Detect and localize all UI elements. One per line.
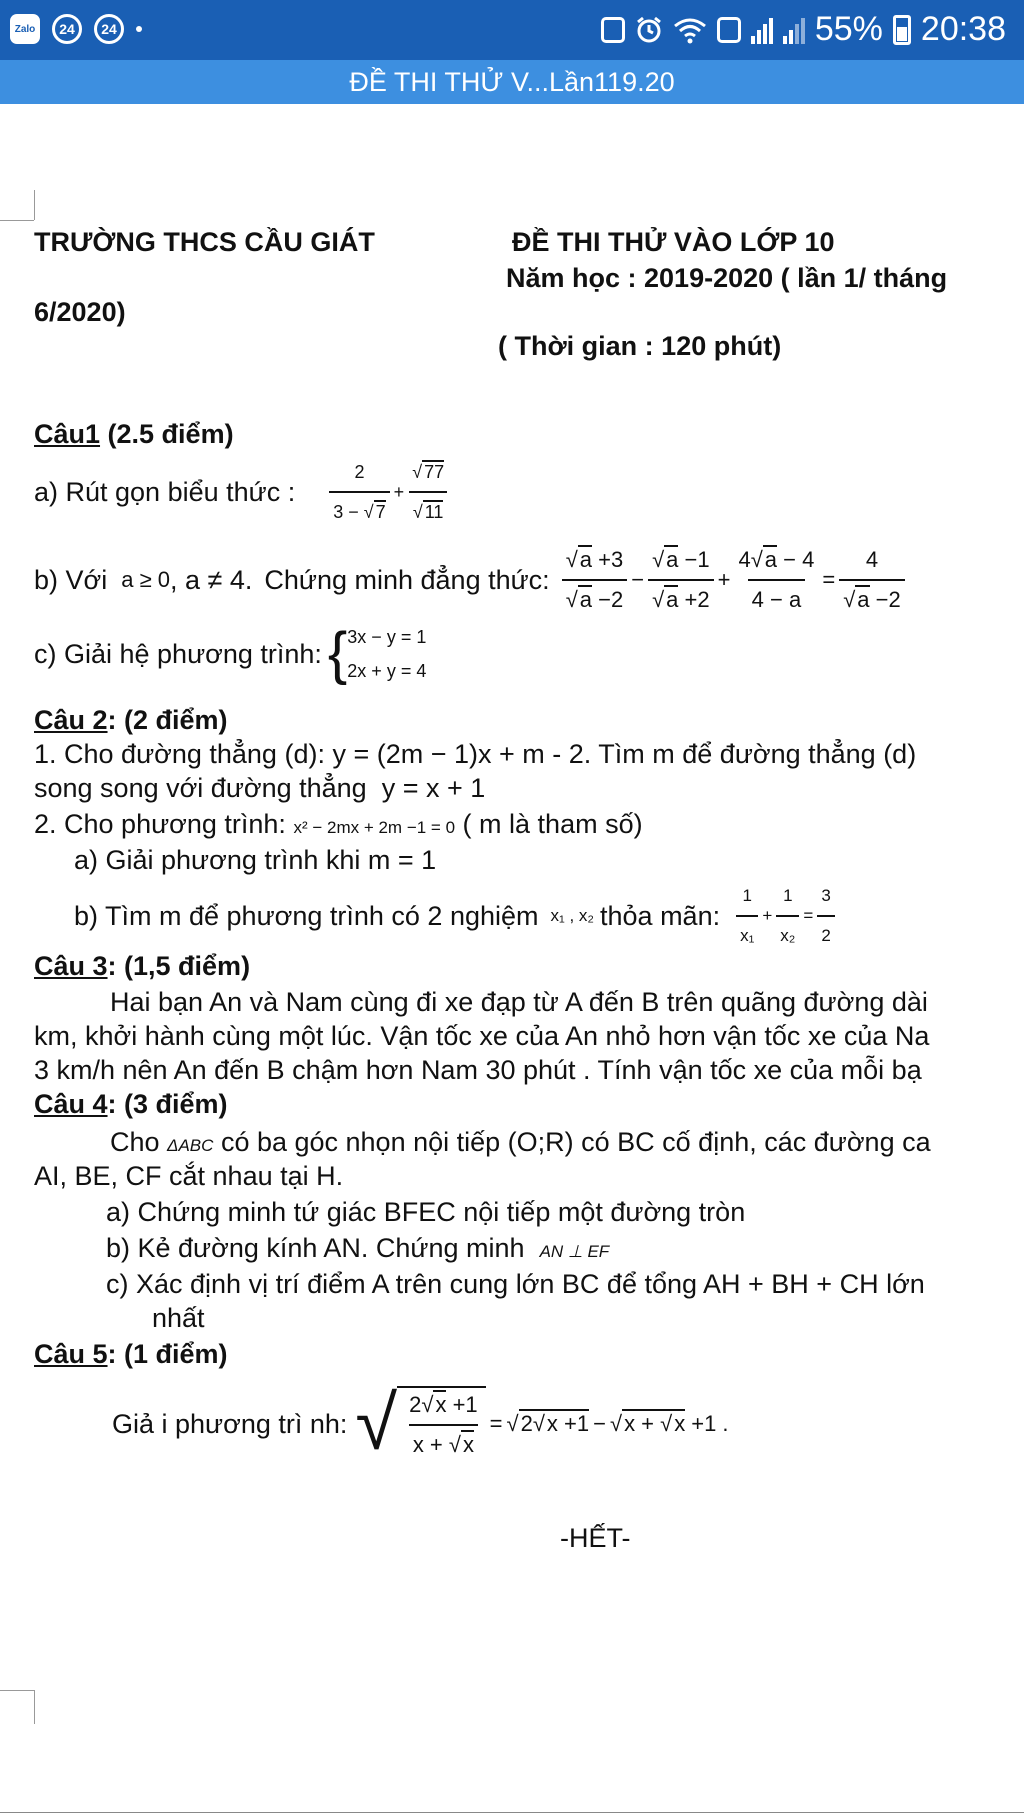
q4-heading: Câu 4: (3 điểm) [34,1089,228,1119]
q2a: a) Giải phương trình khi m = 1 [74,845,437,875]
document-title-bar[interactable]: ĐỀ THI THỬ V...Lần119.20 [0,60,1024,104]
q5-heading: Câu 5: (1 điểm) [34,1339,228,1369]
q1a: a) Rút gọn biểu thức : $\frac{2}{3 - √ 7}$ + $\frac{√ 77}{√ 11}$ [34,456,452,528]
q5-expression: √ $\frac{2√x +1}{x + √x}$ = √2√x +1 − √x + √x +1 . [355,1381,729,1466]
q4c-line1: c) Xác định vị trí điểm A trên cung lớn BC để tổng AH + BH + CH lớn [106,1269,925,1299]
q1b: b) Với a ≥ 0 , a ≠ 4. Chứng minh đẳng thức: $\frac{√a +3}{√a -2}$ − $\frac{√a -1}{√a +2}$ + $\frac{4√a - 4}{4 - a}$ = $\frac{4}{√a -2}$ [34,544,909,616]
battery-percent: 55% [814,10,883,48]
q4b: b) Kẻ đường kính AN. Chứng minh AN ⊥ EF [106,1233,610,1263]
q3-line1: Hai bạn An và Nam cùng đi xe đạp từ A đến B trên quãng đường dài [110,987,928,1017]
q1c: c) Giải hệ phương trình: { 3x − y = 1 2x + y = 4 [34,621,427,686]
exam-title: ĐỀ THI THỬ VÀO LỚP 10 [512,227,835,257]
wifi-icon [673,16,707,44]
crop-mark [34,1690,35,1724]
crop-mark [0,220,34,221]
school-name: TRƯỜNG THCS CẦU GIÁT [34,227,375,257]
battery-icon [893,15,911,45]
q3-line3: 3 km/h nên An đến B chậm hơn Nam 30 phút . Tính vận tốc xe của mỗi bạ [34,1055,922,1085]
q3-heading: Câu 3: (1,5 điểm) [34,951,251,981]
q2-line2: song song với đường thẳng y = x + 1 [34,773,486,803]
exam-duration: ( Thời gian : 120 phút) [498,331,782,361]
q2-line3: 2. Cho phương trình: x² − 2mx + 2m −1 = 0 ( m là tham số) [34,809,643,839]
q2b-expression: $\frac{1}{\text{x₁}}$ + $\frac{1}{\text{x₂}}$ = $\frac{3}{2}$ [732,880,839,952]
q1b-expression: $\frac{√a +3}{√a -2}$ − $\frac{√a -1}{√a +2}$ + $\frac{4√a - 4}{4 - a}$ = $\frac{4}{√a -2}$ [558,544,909,616]
clock: 20:38 [920,10,1006,48]
q4-line1: Cho ΔABC có ba góc nhọn nội tiếp (O;R) có BC cố định, các đường ca [110,1127,931,1157]
lock-icon [601,17,625,43]
signal-icon [751,16,773,44]
hotspot-icon [717,17,741,43]
q4c-line2: nhất [152,1303,205,1333]
q3-line2: km, khởi hành cùng một lúc. Vận tốc xe của An nhỏ hơn vận tốc xe của Na [34,1021,930,1051]
q5: Giả i phương trì nh: √ $\frac{2√x +1}{x + √x}$ = √2√x +1 − √x + √x +1 . [112,1381,729,1466]
more-notifications-dot [136,26,142,32]
notification-icon: 24 [94,14,124,44]
q4-line2: AI, BE, CF cắt nhau tại H. [34,1161,344,1191]
notification-icon: 24 [52,14,82,44]
q4a: a) Chứng minh tứ giác BFEC nội tiếp một đường tròn [106,1197,746,1227]
crop-mark [0,1690,34,1691]
school-year: Năm học : 2019-2020 ( lần 1/ tháng [506,263,948,293]
school-year-cont: 6/2020) [34,297,126,327]
end-marker: -HẾT- [560,1523,631,1553]
alarm-icon [635,16,663,44]
signal-icon [783,16,805,44]
zalo-icon: Zalo [10,14,40,44]
q2-heading: Câu 2: (2 điểm) [34,705,228,735]
crop-mark [34,190,35,220]
q2-line1: 1. Cho đường thẳng (d): y = (2m − 1)x + m - 2. Tìm m để đường thẳng (d) [34,739,917,769]
q1-heading: Câu1 (2.5 điểm) [34,419,234,449]
q1a-expression: $\frac{2}{3 - √ 7}$ + $\frac{√ 77}{√ 11}$ [325,456,452,528]
page-bottom-divider [0,1812,1024,1813]
q1c-system: { 3x − y = 1 2x + y = 4 [327,621,427,686]
q2b: b) Tìm m để phương trình có 2 nghiệm x₁ , x₂ thỏa mãn: $\frac{1}{\text{x₁}}$ + $\frac{1}{\text{x₂}}$ = $\frac{3}{2}$ [74,880,839,952]
status-bar [0,0,1024,60]
